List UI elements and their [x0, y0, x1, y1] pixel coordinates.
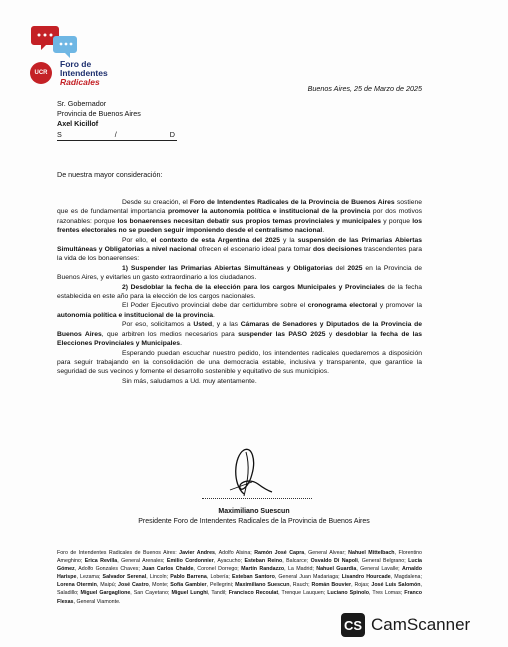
paragraph-1: Desde su creación, el Foro de Intendentes Radicales de la Provincia de Buenos Aires sostiene que es de fundamental importancia promover la autonomía política e institucional de la provincia por dos motivos razonables: porque los bonaerenses necesitan debatir sus propios temas provinciales y municipales y porque los frentes electorales no se pueden seguir imponiendo desde el centralismo nacional. — [57, 199, 422, 235]
paragraph-8: Sin más, saludamos a Ud. muy atentamente. — [122, 377, 257, 385]
member-entry — [232, 574, 338, 580]
member-name: Nahuel Mittelbach — [348, 550, 395, 556]
member-entry — [81, 590, 168, 596]
member-city: , La Madrid — [284, 566, 313, 573]
member-entry — [235, 582, 308, 588]
handwritten-signature-icon — [222, 444, 282, 504]
member-entry — [85, 558, 163, 564]
signer-name: Maximiliano Suescun — [218, 508, 290, 515]
member-city: , Florentino Ameghino — [57, 550, 422, 565]
member-city: , Lezama — [76, 574, 99, 581]
member-entry — [342, 574, 421, 580]
addressee-block: Sr. Gobernador Provincia de Buenos Aires Axel Kicillof S / D — [57, 99, 177, 141]
member-entry — [57, 582, 115, 588]
member-name: Ramón José Capra — [254, 550, 305, 556]
signer-title: Presidente Foro de Intendentes Radicales de la Provincia de Buenos Aires — [138, 518, 370, 525]
letter-body — [57, 198, 422, 386]
member-list: Foro de Intendentes Radicales de Buenos Aires: Javier Andres, Adolfo Alsina; Ramón José Capra, General Alvear; Nahuel Mittelbach, Florentino Ameghino; Erica Revilla, General Arenales; Emilio Cordonnier, Ayacucho; Esteban Reino, Balcarce; Osvaldo Di Napoli, General Belgrano; Lucía Gómez, Adolfo Gonzales Chaves; Juan Carlos Chalde, Coronel Dorrego; Martín Randazzo, La Madrid; Nahuel Guardia, General Lavalle; Arnaldo Harispe, Lezama; Salvador Serenal, Lincoln; Pablo Barrena, Lobería; Esteban Santoro, General Juan Madariaga; Lisandro Hourcade, Magdalena; Lorena Otermin, Maipú; José Castro, Monte; Sofía Gambier, Pellegrini; Maximiliano Suescun, Rauch; Román Bouvier, Rojas; José Luis Salomón, Saladillo; Miguel Gargaglione, San Cayetano; Miguel Lunghi, Tandil; Francisco Recoulat, Trenque Lauquen; Luciano Spinolo, Tres Lomas; Franco Flexas, General Viamonte. — [57, 550, 423, 605]
member-name: José Castro — [118, 582, 149, 589]
s-d-line: S / D — [57, 130, 177, 141]
member-city: , Tandil — [207, 590, 226, 597]
paragraph-6: Por eso, solicitamos a Usted, y a las Cámaras de Senadores y Diputados de la Provincia de Buenos Aires, que arbitren los medios necesarios para suspender las PASO 2025 y desdoblar la fecha de las Elecciones Provinciales y Municipales. — [57, 321, 422, 348]
member-entry — [327, 590, 401, 596]
member-name: Juan Carlos Chalde — [142, 566, 194, 573]
member-entry — [311, 558, 405, 564]
logo-text: Foro de Intendentes Radicales — [60, 59, 108, 87]
member-name: Sofía Gambier — [170, 582, 207, 589]
member-city: , General Lavalle — [356, 566, 399, 573]
member-entry — [244, 558, 306, 564]
member-name: Franco Flexas — [57, 590, 422, 605]
member-name: Salvador Serenal — [102, 574, 147, 581]
member-name: Arnaldo Harispe — [57, 566, 423, 581]
member-name: Martín Randazzo — [241, 566, 285, 573]
member-entry — [167, 558, 241, 564]
member-name: Miguel Lunghi — [171, 590, 208, 597]
member-entry — [171, 590, 225, 596]
paragraph-4: 2) Desdoblar la fecha de la elección para los cargos Municipales y Provinciales de la fecha establecida en este año para la elección de los cargos nacionales. — [57, 283, 422, 301]
member-entry — [316, 566, 398, 572]
member-city: , Rauch — [289, 582, 309, 589]
member-name: Esteban Santoro — [232, 574, 275, 581]
member-name: Lucía Gómez — [57, 558, 423, 573]
member-city: , General Viamonte — [73, 598, 120, 605]
camscanner-watermark: CS CamScanner — [341, 613, 470, 637]
greeting: De nuestra mayor consideración: — [57, 170, 163, 179]
camscanner-logo-icon: CS — [341, 613, 365, 637]
member-name: Luciano Spinolo — [327, 590, 370, 597]
member-city: , Trenque Lauquen — [278, 590, 324, 597]
member-name: José Luis Salomón — [371, 582, 421, 589]
member-city: , General Juan Madariaga — [274, 574, 339, 581]
member-city: , General Alvear — [304, 550, 345, 556]
letter-date: Buenos Aires, 25 de Marzo de 2025 — [307, 84, 422, 93]
member-city: , General Belgrano — [357, 558, 405, 565]
paragraph-5: El Poder Ejecutivo provincial debe dar certidumbre sobre el cronograma electoral y promover la autonomía política e institucional de la provincia. — [57, 302, 423, 319]
member-name: Román Bouvier — [311, 582, 352, 589]
member-name: Pablo Barrena — [170, 574, 207, 581]
member-name: Javier Andres — [179, 550, 215, 556]
member-city: , Adolfo Alsina — [215, 550, 251, 556]
signature-line — [202, 498, 312, 499]
member-city: , Magdalena — [390, 574, 421, 581]
paragraph-7: Esperando puedan escuchar nuestro pedido, los intendentes radicales quedaremos a disposición para seguir trabajando en la consolidación de una democracia estable, inclusiva y transparente, que garantice la seguridad de sus vecinos y fomente el desarrollo sostenible y equitativo de sus municipios. — [57, 349, 422, 376]
member-city: , Tres Lomas — [369, 590, 401, 597]
member-entry — [312, 582, 369, 588]
member-city: , Balcarce — [282, 558, 307, 565]
member-name: Esteban Reino — [244, 558, 283, 565]
member-entry — [179, 550, 250, 556]
member-name: Erica Revilla — [84, 558, 118, 565]
member-name: Miguel Gargaglione — [80, 590, 131, 597]
member-city: , Lobería — [206, 574, 229, 581]
member-entry — [170, 582, 232, 588]
member-name: Francisco Recoulat — [228, 590, 279, 597]
paragraph-2: Por ello, el contexto de esta Argentina del 2025 y la suspensión de las Primarias Abiertas Simultáneas y Obligatorias a nivel nacional ofrecen el escenario ideal para tomar dos decisiones trascendentes para la vida de los bonaerenses: — [57, 236, 422, 263]
member-name: Nahuel Guardia — [316, 566, 357, 573]
member-city: , Adolfo Gonzales Chaves — [74, 566, 139, 573]
member-entry — [142, 566, 237, 572]
paragraph-3: 1) Suspender las Primarias Abiertas Simultáneas y Obligatorias del 2025 en la Provincia de Buenos Aires, y evitarles un gasto extraordinario a los ciudadanos. — [57, 264, 422, 282]
member-entry — [170, 574, 228, 580]
member-city: , Ayacucho — [213, 558, 241, 565]
member-city: , Lincoln — [146, 574, 167, 581]
member-name: Maximiliano Suescun — [235, 582, 290, 589]
member-entry — [254, 550, 344, 556]
ucr-badge: UCR — [30, 62, 52, 84]
member-city: , Maipú — [96, 582, 115, 589]
member-name: Osvaldo Di Napoli — [310, 558, 358, 565]
member-name: Lisandro Hourcade — [341, 574, 391, 581]
member-city: , Pellegrini — [206, 582, 232, 589]
member-city: , Coronel Dorrego — [193, 566, 238, 573]
member-entry — [118, 582, 167, 588]
member-entry — [241, 566, 312, 572]
member-name: Emilio Cordonnier — [166, 558, 214, 565]
member-city: , Monte — [148, 582, 167, 589]
member-entry — [229, 590, 324, 596]
member-city: , General Arenales — [117, 558, 164, 565]
member-city: , Saladillo — [57, 582, 422, 597]
member-name: Lorena Otermin — [57, 582, 97, 589]
member-city: , San Cayetano — [130, 590, 168, 597]
member-entry — [103, 574, 167, 580]
member-city: , Rojas — [351, 582, 368, 589]
